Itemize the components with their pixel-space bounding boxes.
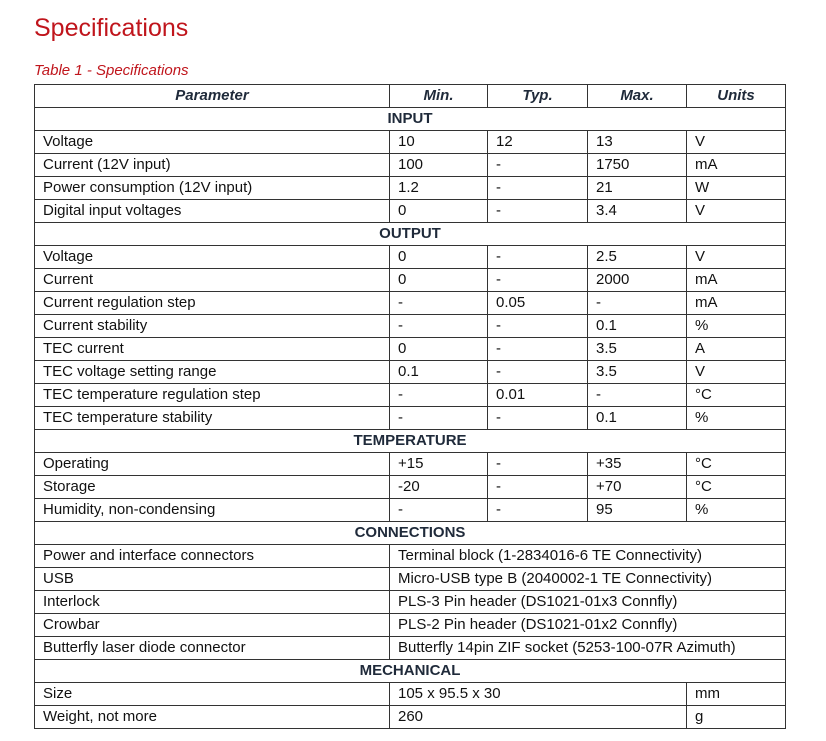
typ-cell: - — [488, 200, 588, 223]
min-cell: -20 — [390, 476, 488, 499]
max-cell: 3.5 — [588, 338, 687, 361]
connection-cell: Terminal block (1-2834016-6 TE Connectivity) — [390, 545, 786, 568]
header-row — [35, 85, 786, 108]
parameter-cell: Power and interface connectors — [35, 545, 390, 568]
min-cell: 0 — [390, 338, 488, 361]
connection-cell: PLS-2 Pin header (DS1021-01x2 Connfly) — [390, 614, 786, 637]
parameter-cell: Voltage — [35, 131, 390, 154]
specifications-table — [34, 84, 786, 729]
value-cell: 260 — [390, 706, 687, 729]
units-cell: % — [687, 407, 786, 430]
min-cell: - — [390, 499, 488, 522]
typ-cell: - — [488, 269, 588, 292]
units-cell: V — [687, 246, 786, 269]
header-parameter: Parameter — [35, 85, 390, 108]
max-cell: 2.5 — [588, 246, 687, 269]
typ-cell: - — [488, 361, 588, 384]
min-cell: 0 — [390, 200, 488, 223]
min-cell: - — [390, 315, 488, 338]
max-cell: - — [588, 292, 687, 315]
units-cell: °C — [687, 384, 786, 407]
table-row — [35, 384, 786, 407]
parameter-cell: Crowbar — [35, 614, 390, 637]
table-row — [35, 200, 786, 223]
table-row — [35, 338, 786, 361]
section-heading: INPUT — [35, 108, 786, 131]
table-row — [35, 614, 786, 637]
max-cell: 13 — [588, 131, 687, 154]
parameter-cell: Interlock — [35, 591, 390, 614]
parameter-cell: USB — [35, 568, 390, 591]
section-heading: CONNECTIONS — [35, 522, 786, 545]
units-cell: W — [687, 177, 786, 200]
table-row — [35, 246, 786, 269]
min-cell: 0.1 — [390, 361, 488, 384]
table-row — [35, 591, 786, 614]
table-row — [35, 683, 786, 706]
section-row — [35, 660, 786, 683]
parameter-cell: TEC current — [35, 338, 390, 361]
parameter-cell: Butterfly laser diode connector — [35, 637, 390, 660]
connection-cell: Micro-USB type B (2040002-1 TE Connectivity) — [390, 568, 786, 591]
section-row — [35, 108, 786, 131]
table-row — [35, 706, 786, 729]
min-cell: 0 — [390, 269, 488, 292]
typ-cell: - — [488, 246, 588, 269]
units-cell: % — [687, 315, 786, 338]
table-row — [35, 568, 786, 591]
table-row — [35, 361, 786, 384]
parameter-cell: TEC temperature stability — [35, 407, 390, 430]
min-cell: - — [390, 292, 488, 315]
section-heading: MECHANICAL — [35, 660, 786, 683]
max-cell: 3.5 — [588, 361, 687, 384]
typ-cell: - — [488, 177, 588, 200]
units-cell: mA — [687, 154, 786, 177]
min-cell: 1.2 — [390, 177, 488, 200]
units-cell: mA — [687, 269, 786, 292]
section-row — [35, 522, 786, 545]
table-row — [35, 154, 786, 177]
max-cell: 3.4 — [588, 200, 687, 223]
table-row — [35, 292, 786, 315]
parameter-cell: Current (12V input) — [35, 154, 390, 177]
min-cell: 100 — [390, 154, 488, 177]
parameter-cell: Weight, not more — [35, 706, 390, 729]
typ-cell: - — [488, 453, 588, 476]
max-cell: 1750 — [588, 154, 687, 177]
parameter-cell: Voltage — [35, 246, 390, 269]
header-typ: Typ. — [488, 85, 588, 108]
min-cell: 0 — [390, 246, 488, 269]
typ-cell: - — [488, 315, 588, 338]
min-cell: 10 — [390, 131, 488, 154]
table-caption: Table 1 - Specifications — [34, 62, 189, 79]
table-row — [35, 453, 786, 476]
value-cell: 105 x 95.5 x 30 — [390, 683, 687, 706]
min-cell: - — [390, 407, 488, 430]
units-cell: A — [687, 338, 786, 361]
max-cell: 0.1 — [588, 407, 687, 430]
typ-cell: - — [488, 154, 588, 177]
typ-cell: 0.05 — [488, 292, 588, 315]
table-body — [35, 108, 786, 729]
units-cell: V — [687, 200, 786, 223]
parameter-cell: TEC voltage setting range — [35, 361, 390, 384]
table-row — [35, 131, 786, 154]
units-cell: V — [687, 131, 786, 154]
section-heading: TEMPERATURE — [35, 430, 786, 453]
max-cell: 0.1 — [588, 315, 687, 338]
parameter-cell: Current stability — [35, 315, 390, 338]
parameter-cell: Operating — [35, 453, 390, 476]
table-row — [35, 269, 786, 292]
parameter-cell: TEC temperature regulation step — [35, 384, 390, 407]
table-row — [35, 545, 786, 568]
units-cell: g — [687, 706, 786, 729]
typ-cell: - — [488, 407, 588, 430]
header-units: Units — [687, 85, 786, 108]
typ-cell: 0.01 — [488, 384, 588, 407]
typ-cell: - — [488, 338, 588, 361]
max-cell: 95 — [588, 499, 687, 522]
parameter-cell: Digital input voltages — [35, 200, 390, 223]
units-cell: °C — [687, 453, 786, 476]
min-cell: +15 — [390, 453, 488, 476]
units-cell: % — [687, 499, 786, 522]
typ-cell: 12 — [488, 131, 588, 154]
table-row — [35, 637, 786, 660]
section-heading: OUTPUT — [35, 223, 786, 246]
page-title: Specifications — [34, 14, 189, 42]
parameter-cell: Size — [35, 683, 390, 706]
section-row — [35, 223, 786, 246]
section-row — [35, 430, 786, 453]
parameter-cell: Current — [35, 269, 390, 292]
units-cell: °C — [687, 476, 786, 499]
table-row — [35, 499, 786, 522]
units-cell: mA — [687, 292, 786, 315]
max-cell: 2000 — [588, 269, 687, 292]
typ-cell: - — [488, 476, 588, 499]
typ-cell: - — [488, 499, 588, 522]
parameter-cell: Storage — [35, 476, 390, 499]
max-cell: - — [588, 384, 687, 407]
parameter-cell: Humidity, non-condensing — [35, 499, 390, 522]
units-cell: V — [687, 361, 786, 384]
max-cell: +35 — [588, 453, 687, 476]
table-row — [35, 177, 786, 200]
connection-cell: Butterfly 14pin ZIF socket (5253-100-07R Azimuth) — [390, 637, 786, 660]
max-cell: 21 — [588, 177, 687, 200]
header-min: Min. — [390, 85, 488, 108]
units-cell: mm — [687, 683, 786, 706]
table-row — [35, 315, 786, 338]
min-cell: - — [390, 384, 488, 407]
parameter-cell: Current regulation step — [35, 292, 390, 315]
table-row — [35, 407, 786, 430]
connection-cell: PLS-3 Pin header (DS1021-01x3 Connfly) — [390, 591, 786, 614]
table-row — [35, 476, 786, 499]
max-cell: +70 — [588, 476, 687, 499]
header-max: Max. — [588, 85, 687, 108]
parameter-cell: Power consumption (12V input) — [35, 177, 390, 200]
